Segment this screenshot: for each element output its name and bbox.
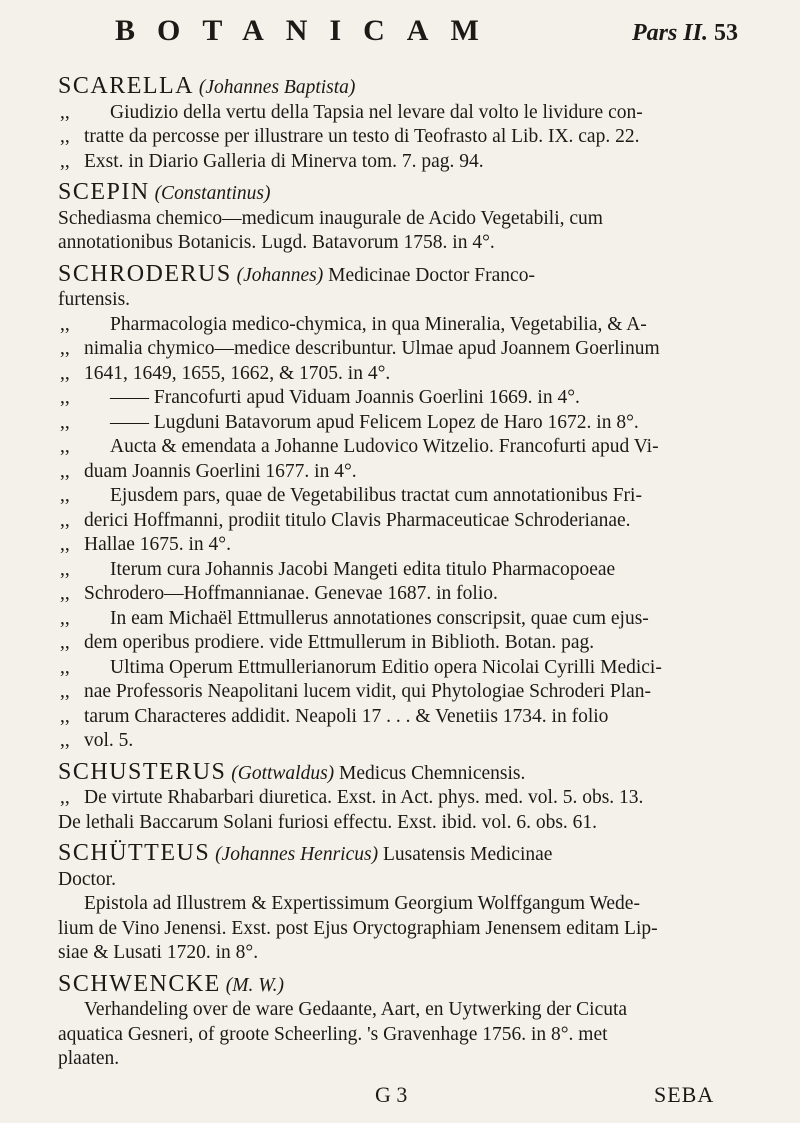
quote-mark: ,, xyxy=(60,730,70,751)
text-line xyxy=(58,1023,758,1048)
author-name: SCARELLA xyxy=(58,73,195,99)
line-text: De lethali Baccarum Solani furiosi effectu. Exst. ibid. vol. 6. obs. 61. xyxy=(58,811,598,833)
quote-mark: ,, xyxy=(60,607,70,629)
text-line xyxy=(58,411,758,436)
catchword: SEBA xyxy=(654,1082,715,1107)
line-text: Aucta & emendata a Johanne Ludovico Witzelio. Francofurti apud Vi- xyxy=(110,436,659,457)
quote-mark: ,, xyxy=(60,338,70,359)
author-name: SCHWENCKE xyxy=(58,970,221,997)
text-line xyxy=(58,435,758,460)
line-text: Exst. in Diario Galleria di Minerva tom. 7. pag. 94. xyxy=(84,150,484,172)
bibliography-entry xyxy=(58,262,758,754)
quote-mark: ,, xyxy=(60,705,70,727)
line-text: —— Francofurti apud Viduam Joannis Goerlini 1669. in 4°. xyxy=(110,387,580,408)
text-line xyxy=(58,313,758,338)
line-text: Giudizio della vertu della Tapsia nel levare dal volto le lividure con- xyxy=(110,101,643,123)
entry-heading xyxy=(58,74,758,101)
text-line xyxy=(58,998,758,1023)
line-text: Schrodero—Hoffmannianae. Genevae 1687. in folio. xyxy=(84,583,498,604)
author-description: Lusatensis Medicinae xyxy=(382,844,553,865)
quote-mark: ,, xyxy=(60,411,70,433)
text-line xyxy=(58,101,758,126)
entry-heading xyxy=(58,180,758,207)
line-text: Pharmacologia medico-chymica, in qua Mineralia, Vegetabilia, & A- xyxy=(110,313,647,335)
bibliography-entry xyxy=(58,841,758,966)
quote-mark: ,, xyxy=(60,126,70,147)
text-line xyxy=(58,150,758,175)
quote-mark: ,, xyxy=(60,632,70,653)
line-text: Hallae 1675. in 4°. xyxy=(84,534,231,555)
quote-mark: ,, xyxy=(60,150,70,172)
line-text: Epistola ad Illustrem & Expertissimum Georgium Wolffgangum Wede- xyxy=(84,893,640,914)
text-line xyxy=(58,207,758,232)
text-line xyxy=(58,656,758,681)
author-description: Medicinae Doctor Franco- xyxy=(328,264,535,286)
line-text: —— Lugduni Batavorum apud Felicem Lopez de Haro 1672. in 8°. xyxy=(110,411,639,433)
line-text: tarum Characteres addidit. Neapoli 17 . . . & Venetiis 1734. in folio xyxy=(84,705,609,727)
text-line xyxy=(58,125,758,150)
text-line xyxy=(58,288,758,313)
author-description: Medicus Chemnicensis. xyxy=(339,762,526,784)
text-line xyxy=(58,631,758,656)
line-text: 1641, 1649, 1655, 1662, & 1705. in 4°. xyxy=(84,362,391,384)
text-line xyxy=(58,1047,758,1072)
author-name: SCHUSTERUS xyxy=(58,758,227,785)
quote-mark: ,, xyxy=(60,460,70,482)
quote-mark: ,, xyxy=(60,656,70,678)
part-label: Pars II. xyxy=(631,20,708,46)
line-text: Iterum cura Johannis Jacobi Mangeti edita titulo Pharmacopoeae xyxy=(110,558,616,580)
text-line xyxy=(58,582,758,607)
entry-heading xyxy=(58,262,758,289)
line-text: duam Joannis Goerlini 1677. in 4°. xyxy=(84,460,357,482)
text-line xyxy=(58,337,758,362)
page-number-group xyxy=(632,20,738,47)
quote-mark: ,, xyxy=(60,583,70,604)
running-title: BOTANICAM xyxy=(115,14,501,47)
text-line xyxy=(58,509,758,534)
line-text: annotationibus Botanicis. Lugd. Batavorum 1758. in 4°. xyxy=(58,232,495,253)
page-number: 53 xyxy=(714,20,738,46)
author-forename: (Johannes) xyxy=(236,264,324,286)
line-text: aquatica Gesneri, of groote Scheerling. 's Gravenhage 1756. in 8°. met xyxy=(58,1023,608,1045)
quote-mark: ,, xyxy=(60,509,70,531)
text-line xyxy=(58,917,758,942)
running-header xyxy=(0,14,800,64)
line-text: siae & Lusati 1720. in 8°. xyxy=(58,942,259,963)
line-text: Schediasma chemico—medicum inaugurale de Acido Vegetabili, cum xyxy=(58,207,603,229)
line-text: Ultima Operum Ettmullerianorum Editio opera Nicolai Cyrilli Medici- xyxy=(110,656,662,678)
line-text: De virtute Rhabarbari diuretica. Exst. in Act. phys. med. vol. 5. obs. 13. xyxy=(84,787,644,808)
line-text: In eam Michaël Ettmullerus annotationes conscripsit, quae cum ejus- xyxy=(110,607,649,629)
author-forename: (M. W.) xyxy=(225,974,285,996)
line-text: Verhandeling over de ware Gedaante, Aart, en Uytwerking der Cicuta xyxy=(84,999,628,1020)
line-text: derici Hoffmanni, prodiit titulo Clavis Pharmaceuticae Schroderianae. xyxy=(84,509,631,531)
entry-heading xyxy=(58,972,758,999)
text-line xyxy=(58,811,758,836)
quote-mark: ,, xyxy=(60,436,70,457)
author-name: SCEPIN xyxy=(58,179,150,205)
text-line xyxy=(58,941,758,966)
bibliography-entry xyxy=(58,180,758,256)
text-line xyxy=(58,607,758,632)
line-text: Doctor. xyxy=(58,868,116,890)
text-line xyxy=(58,460,758,485)
bibliography-entry xyxy=(58,972,758,1072)
author-name: SCHÜTTEUS xyxy=(58,840,211,866)
line-text: Ejusdem pars, quae de Vegetabilibus tractat cum annotationibus Fri- xyxy=(110,485,642,506)
line-text: dem operibus prodiere. vide Ettmullerum in Biblioth. Botan. pag. xyxy=(84,632,595,653)
line-text: nae Professoris Neapolitani lucem vidit, qui Phytologiae Schroderi Plan- xyxy=(84,681,652,702)
text-line xyxy=(58,231,758,256)
text-line xyxy=(58,558,758,583)
line-text: lium de Vino Jenensi. Exst. post Ejus Oryctographiam Jenensem editam Lip- xyxy=(58,917,658,939)
text-line xyxy=(58,868,758,893)
quote-mark: ,, xyxy=(60,558,70,580)
author-forename: (Gottwaldus) xyxy=(231,762,335,784)
text-line xyxy=(58,680,758,705)
line-text: tratte da percosse per illustrare un testo di Teofrasto al Lib. IX. cap. 22. xyxy=(84,126,640,147)
page-footer xyxy=(0,1082,800,1118)
quote-mark: ,, xyxy=(60,534,70,555)
author-forename: (Constantinus) xyxy=(154,183,271,204)
text-line xyxy=(58,729,758,754)
text-line xyxy=(58,386,758,411)
quote-mark: ,, xyxy=(60,681,70,702)
quote-mark: ,, xyxy=(60,387,70,408)
quote-mark: ,, xyxy=(60,362,70,384)
author-name: SCHRODERUS xyxy=(58,260,232,287)
quote-mark: ,, xyxy=(60,787,70,808)
bibliography-entry xyxy=(58,74,758,174)
quote-mark: ,, xyxy=(60,485,70,506)
text-line xyxy=(58,892,758,917)
line-text: plaaten. xyxy=(58,1048,120,1069)
text-line xyxy=(58,362,758,387)
quote-mark: ,, xyxy=(60,101,70,123)
line-text: furtensis. xyxy=(58,289,131,310)
text-line xyxy=(58,705,758,730)
quote-mark: ,, xyxy=(60,313,70,335)
author-forename: (Johannes Baptista) xyxy=(198,77,356,98)
text-line xyxy=(58,484,758,509)
signature-mark: G 3 xyxy=(375,1082,408,1107)
bibliography-entries xyxy=(58,74,758,1078)
text-line xyxy=(58,533,758,558)
line-text: nimalia chymico—medice describuntur. Ulmae apud Joannem Goerlinum xyxy=(84,338,660,359)
text-line xyxy=(58,786,758,811)
entry-heading xyxy=(58,760,758,787)
line-text: vol. 5. xyxy=(84,730,134,751)
entry-heading xyxy=(58,841,758,868)
author-forename: (Johannes Henricus) xyxy=(215,844,379,865)
bibliography-entry xyxy=(58,760,758,836)
